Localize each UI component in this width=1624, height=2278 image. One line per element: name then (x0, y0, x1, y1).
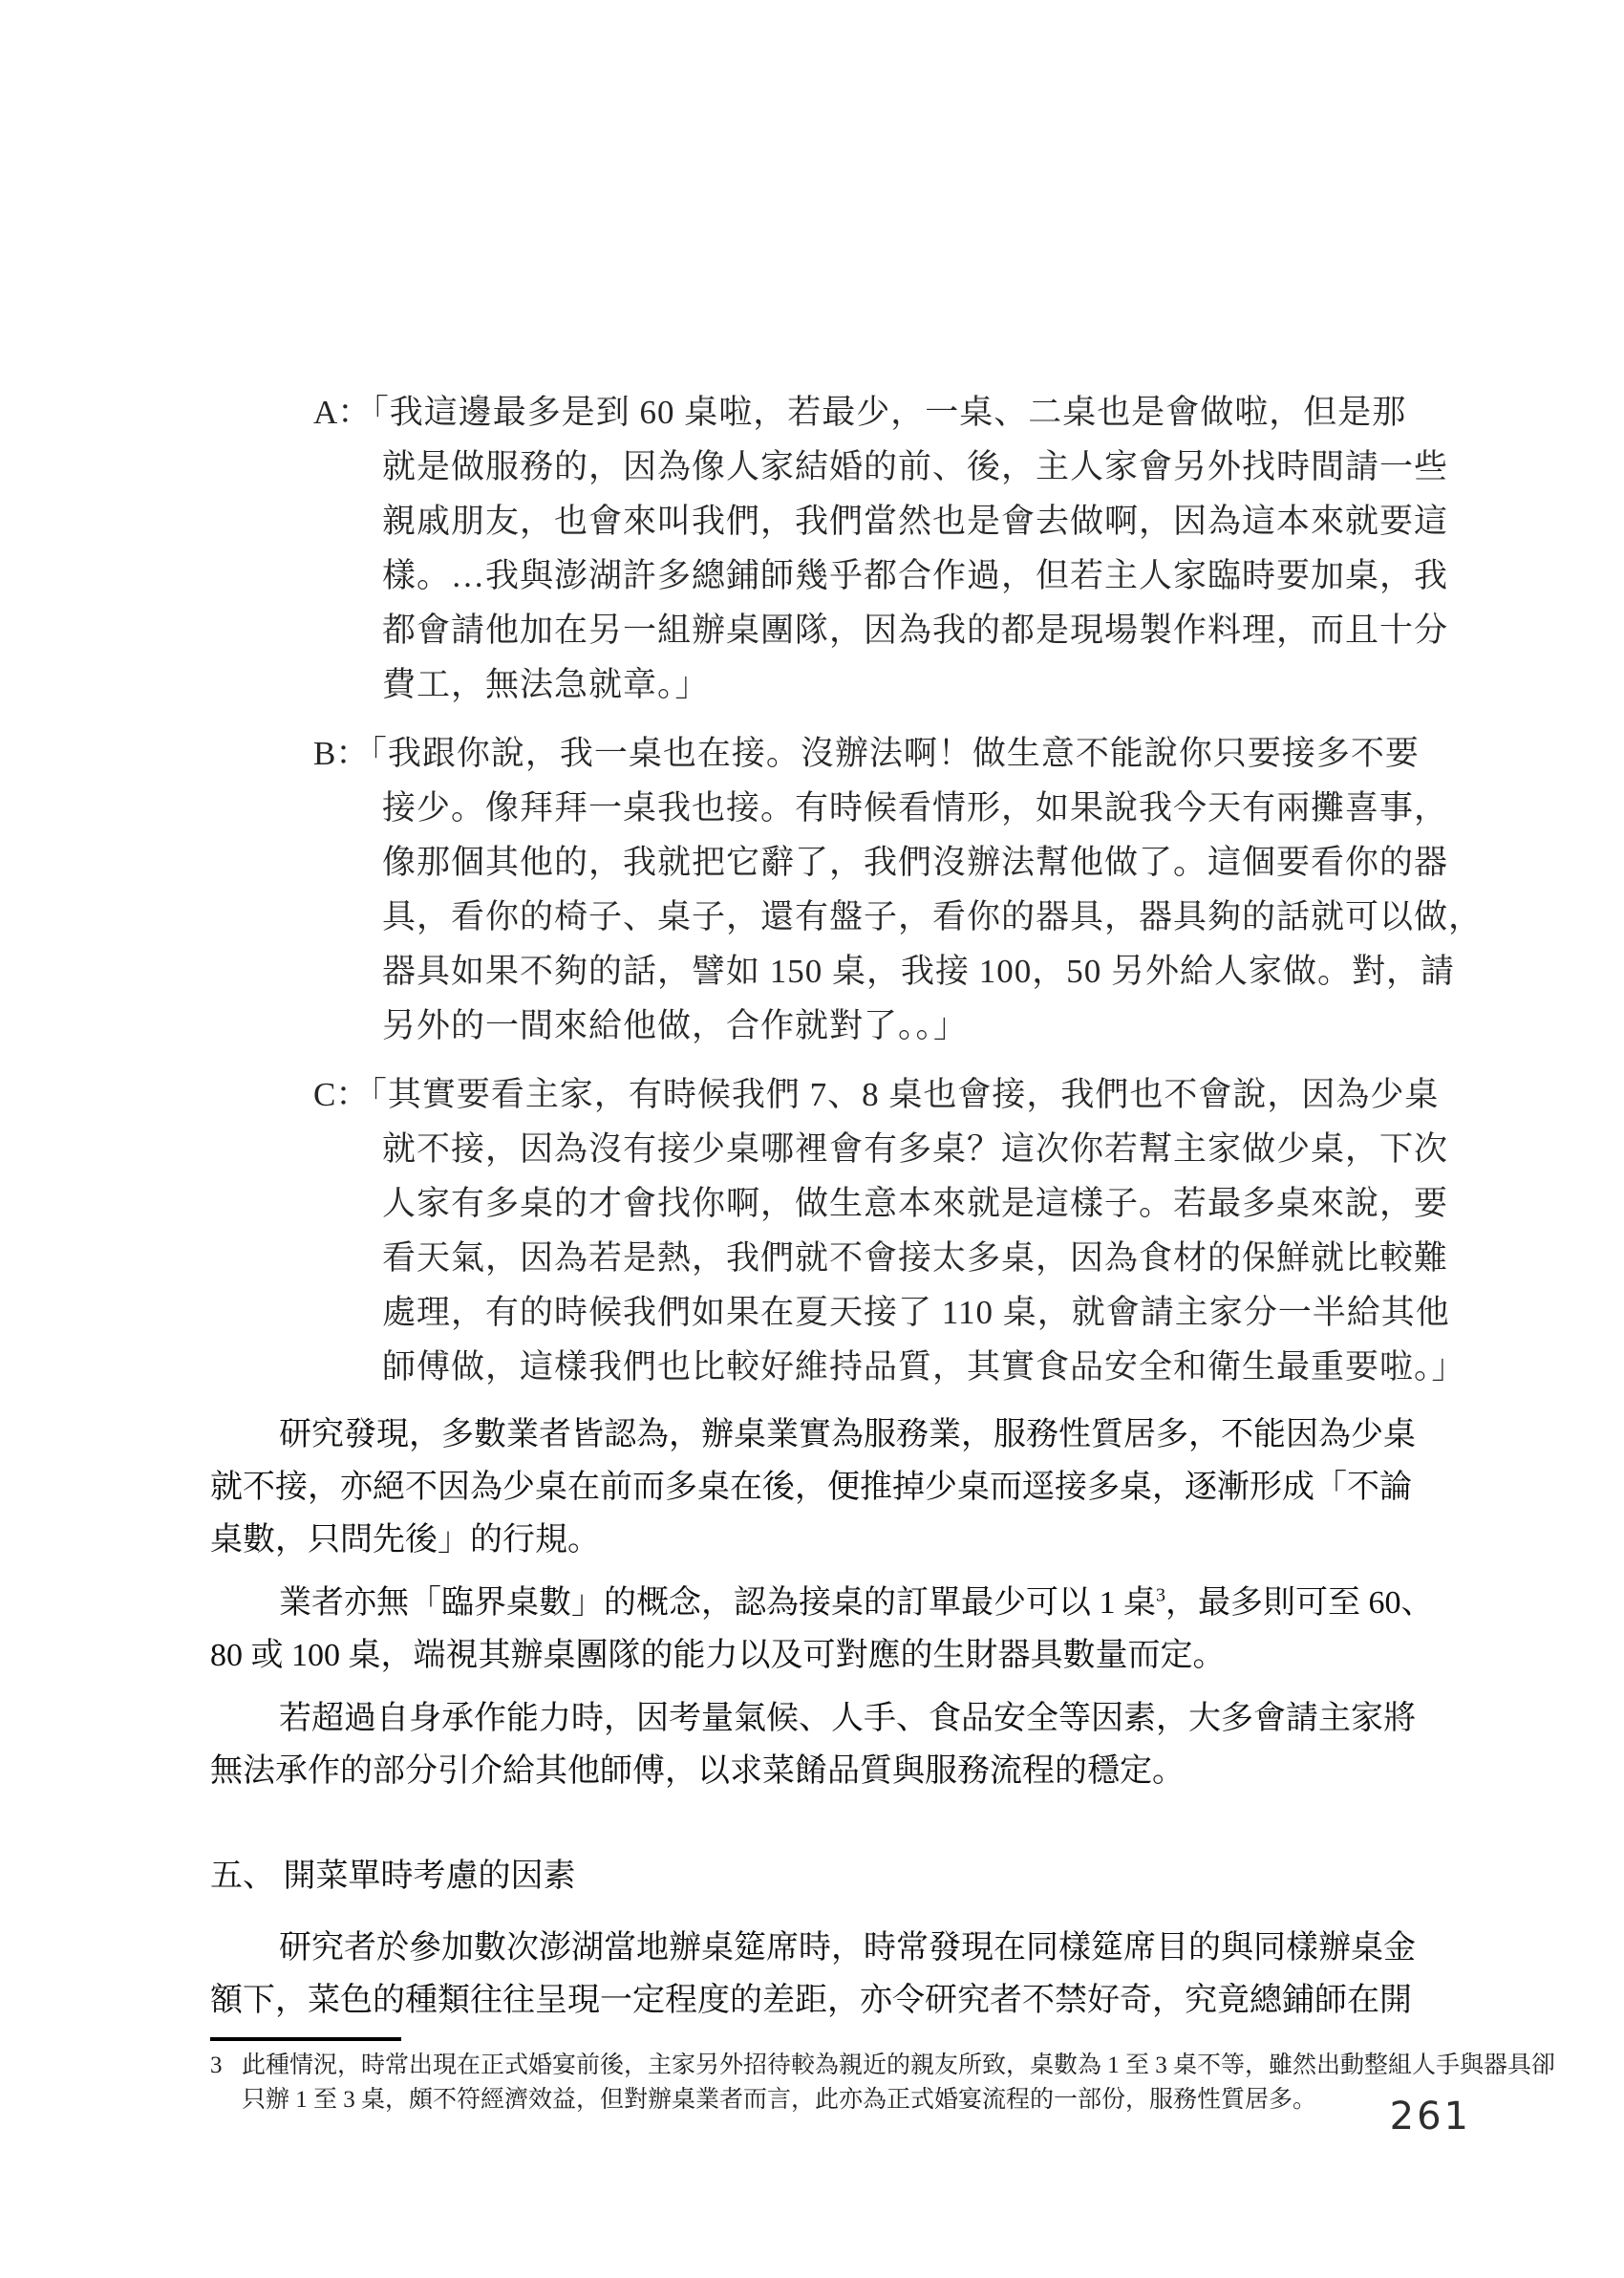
footnote-reference: 3 (1156, 1584, 1165, 1606)
paragraph-line (210, 1577, 1465, 1629)
paragraph-menu-factors (210, 1922, 1465, 2027)
footnote-line: 此種情況，時常出現在正式婚宴前後，主家另外招待較為親近的親友所致，桌數為 1 至 3 桌不等，雖然出動整組人手與器具卻 (242, 2052, 1556, 2078)
paragraph-critical-table-count (210, 1577, 1465, 1682)
quote-line (313, 385, 1465, 440)
section-heading: 五、 開菜單時考慮的因素 (210, 1859, 576, 1894)
quote-line: 就是做服務的，因為像人家結婚的前、後，主人家會另外找時間請一些 (382, 448, 1449, 485)
quote-line: 處理，有的時候我們如果在夏天接了 110 桌，就會請主家分一半給其他 (382, 1294, 1450, 1331)
interview-quote-c (313, 1067, 1465, 1394)
quote-line (313, 726, 1465, 781)
paragraph-line: 研究發現，多數業者皆認為，辦桌業實為服務業，服務性質居多，不能因為少桌 (279, 1417, 1416, 1452)
quote-line: 費工，無法急就章。」 (382, 666, 710, 703)
quote-speaker-label: A (313, 394, 338, 431)
quote-line: 都會請他加在另一組辦桌團隊，因為我的都是現場製作料理，而且十分 (382, 612, 1449, 649)
quote-speaker-label: C (313, 1076, 336, 1113)
paragraph-findings (210, 1408, 1465, 1566)
quote-line: 具，看你的椅子、桌子，還有盤子，看你的器具，器具夠的話就可以做， (382, 898, 1484, 935)
quote-line: 器具如果不夠的話，譬如 150 桌，我接 100，50 另外給人家做。對，請 (382, 953, 1456, 990)
paragraph-line: 就不接，亦絕不因為少桌在前而多桌在後，便推掉少桌而逕接多桌，逐漸形成「不論 (210, 1470, 1412, 1505)
footnote-separator-rule (210, 2037, 401, 2041)
quote-line: 像那個其他的，我就把它辭了，我們沒辦法幫他做了。這個要看你的器 (382, 844, 1449, 881)
quote-speaker-label: B (313, 735, 336, 772)
quote-text: ：「我跟你說，我一桌也在接。沒辦法啊！做生意不能說你只要接多不要 (335, 735, 1420, 772)
paragraph-text: 業者亦無「臨界桌數」的概念，認為接桌的訂單最少可以 1 桌 (279, 1585, 1156, 1621)
quote-line: 樣。…我與澎湖許多總鋪師幾乎都合作過，但若主人家臨時要加桌，我 (382, 557, 1449, 594)
paragraph-line: 額下，菜色的種類往往呈現一定程度的差距，亦令研究者不禁好奇，究竟總鋪師在開 (210, 1983, 1412, 2018)
quote-text: ：「其實要看主家，有時候我們 7、8 桌也會接，我們也不會說，因為少桌 (335, 1076, 1440, 1113)
quote-line (313, 1067, 1465, 1122)
page-number: 261 (1389, 2095, 1471, 2138)
paragraph-over-capacity (210, 1692, 1465, 1797)
footnote-marker: 3 (210, 2052, 223, 2078)
interview-quote-b (313, 726, 1484, 1053)
paragraph-line: 桌數，只問先後」的行規。 (210, 1522, 600, 1558)
quote-text: ：「我這邊最多是到 60 桌啦，若最少，一桌、二桌也是會做啦，但是那 (337, 394, 1407, 431)
quote-line: 人家有多桌的才會找你啊，做生意本來就是這樣子。若最多桌來說，要 (382, 1185, 1449, 1222)
paragraph-line: 80 或 100 桌，端視其辦桌團隊的能力以及可對應的生財器具數量而定。 (210, 1638, 1226, 1673)
interview-quote-a (313, 385, 1465, 712)
paragraph-line: 研究者於參加數次澎湖當地辦桌筵席時，時常發現在同樣筵席目的與同樣辦桌金 (279, 1930, 1416, 1966)
footnote-line: 只辦 1 至 3 桌，頗不符經濟效益，但對辦桌業者而言，此亦為正式婚宴流程的一部份，服務性質居多。 (242, 2087, 1317, 2113)
quote-line: 另外的一間來給他做，合作就對了。。」 (382, 1007, 969, 1044)
paragraph-text: ，最多則可至 60、 (1165, 1585, 1434, 1621)
quote-line: 就不接，因為沒有接少桌哪裡會有多桌？這次你若幫主家做少桌，下次 (382, 1130, 1449, 1168)
quote-line: 師傅做，這樣我們也比較好維持品質，其實食品安全和衛生最重要啦。」 (382, 1348, 1466, 1386)
quote-line: 看天氣，因為若是熱，我們就不會接太多桌，因為食材的保鮮就比較難 (382, 1239, 1449, 1277)
quote-line: 接少。像拜拜一桌我也接。有時候看情形，如果說我今天有兩攤喜事， (382, 789, 1449, 827)
paragraph-line: 無法承作的部分引介給其他師傅，以求菜餚品質與服務流程的穩定。 (210, 1753, 1185, 1789)
quote-line: 親戚朋友，也會來叫我們，我們當然也是會去做啊，因為這本來就要這 (382, 503, 1449, 540)
paragraph-line: 若超過自身承作能力時，因考量氣候、人手、食品安全等因素，大多會請主家將 (279, 1701, 1416, 1736)
